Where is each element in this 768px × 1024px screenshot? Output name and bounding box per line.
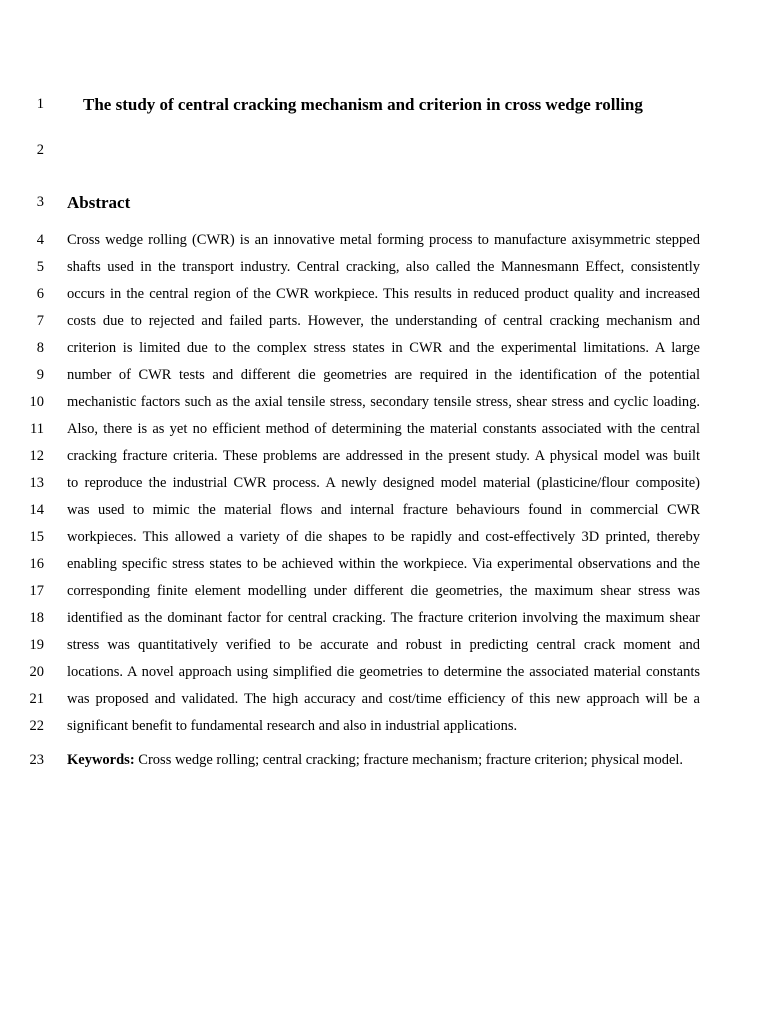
abstract-line: number of CWR tests and different die geometries are required in the identification of the potential [67,367,700,383]
abstract-line: mechanistic factors such as the axial tensile stress, secondary tensile stress, shear stress and cyclic loading. [67,394,700,410]
manuscript-line [0,254,768,281]
abstract-line: corresponding finite element modelling under different die geometries, the maximum shear stress was [67,583,700,599]
abstract-line: workpieces. This allowed a variety of die shapes to be rapidly and cost-effectively 3D printed, thereby [67,529,700,545]
line-number: 20 [29,664,44,680]
line-number: 2 [36,142,44,158]
line-number: 18 [29,610,44,626]
abstract-line: was proposed and validated. The high accuracy and cost/time efficiency of this new approach will be a [67,691,700,707]
line-number: 21 [29,691,44,707]
manuscript-line [0,91,768,118]
line-number: 16 [29,556,44,572]
keywords-line [67,747,700,774]
line-number: 11 [30,421,44,437]
manuscript-line [0,470,768,497]
abstract-line: stress was quantitatively verified to be accurate and robust in predicting central crack moment and [67,637,700,653]
abstract-line: was used to mimic the material flows and internal fracture behaviours found in commercial CWR [67,502,700,518]
manuscript-line [0,227,768,254]
manuscript-line [0,308,768,335]
manuscript-line [0,524,768,551]
manuscript-line [0,578,768,605]
line-number: 7 [36,313,44,329]
manuscript-line [0,632,768,659]
line-number: 3 [36,194,44,210]
paper-title: The study of central cracking mechanism and criterion in cross wedge rolling [83,95,643,114]
abstract-line: identified as the dominant factor for central cracking. The fracture criterion involving the maximum shear [67,610,700,626]
abstract-line: locations. A novel approach using simplified die geometries to determine the associated material constants [67,664,700,680]
line-number: 9 [36,367,44,383]
manuscript-line [0,189,768,216]
line-number: 5 [36,259,44,275]
line-number: 17 [29,583,44,599]
abstract-line: to reproduce the industrial CWR process. A newly designed model material (plasticine/flour composite) [67,475,700,491]
manuscript-line [0,497,768,524]
manuscript-line [0,281,768,308]
abstract-heading: Abstract [67,193,131,212]
line-number: 10 [29,394,44,410]
line-number: 13 [29,475,44,491]
manuscript-line [0,605,768,632]
line-number: 4 [36,232,44,248]
keywords-label: Keywords: [67,752,135,768]
line-number: 6 [36,286,44,302]
abstract-line: occurs in the central region of the CWR workpiece. This results in reduced product quality and increased [67,286,700,302]
line-number: 1 [36,96,44,112]
abstract-line: shafts used in the transport industry. Central cracking, also called the Mannesmann Effect, consistently [67,259,700,275]
abstract-line: Also, there is as yet no efficient method of determining the material constants associated with the central [67,421,700,437]
manuscript-line [0,551,768,578]
manuscript-line [0,416,768,443]
manuscript-line [0,389,768,416]
abstract-line: significant benefit to fundamental research and also in industrial applications. [67,718,518,734]
line-number: 8 [36,340,44,356]
manuscript-line [0,443,768,470]
abstract-line: costs due to rejected and failed parts. However, the understanding of central cracking mechanism and [67,313,700,329]
line-number: 12 [29,448,44,464]
manuscript-line [0,335,768,362]
abstract-line: Cross wedge rolling (CWR) is an innovative metal forming process to manufacture axisymmetric stepped [67,232,700,248]
manuscript-line [0,686,768,713]
manuscript-line [0,362,768,389]
line-number: 15 [29,529,44,545]
manuscript-line [0,713,768,740]
abstract-line: criterion is limited due to the complex stress states in CWR and the experimental limitations. A large [67,340,700,356]
keywords-text: Cross wedge rolling; central cracking; fracture mechanism; fracture criterion; physical model. [134,752,684,768]
abstract-line: enabling specific stress states to be achieved within the workpiece. Via experimental observations and the [67,556,700,572]
manuscript-line [0,747,768,774]
line-number: 19 [29,637,44,653]
manuscript-line [0,137,768,164]
line-number: 22 [29,718,44,734]
abstract-line: cracking fracture criteria. These problems are addressed in the present study. A physical model was built [67,448,700,464]
manuscript-line [0,659,768,686]
line-number: 14 [29,502,44,518]
line-number: 23 [29,752,44,768]
